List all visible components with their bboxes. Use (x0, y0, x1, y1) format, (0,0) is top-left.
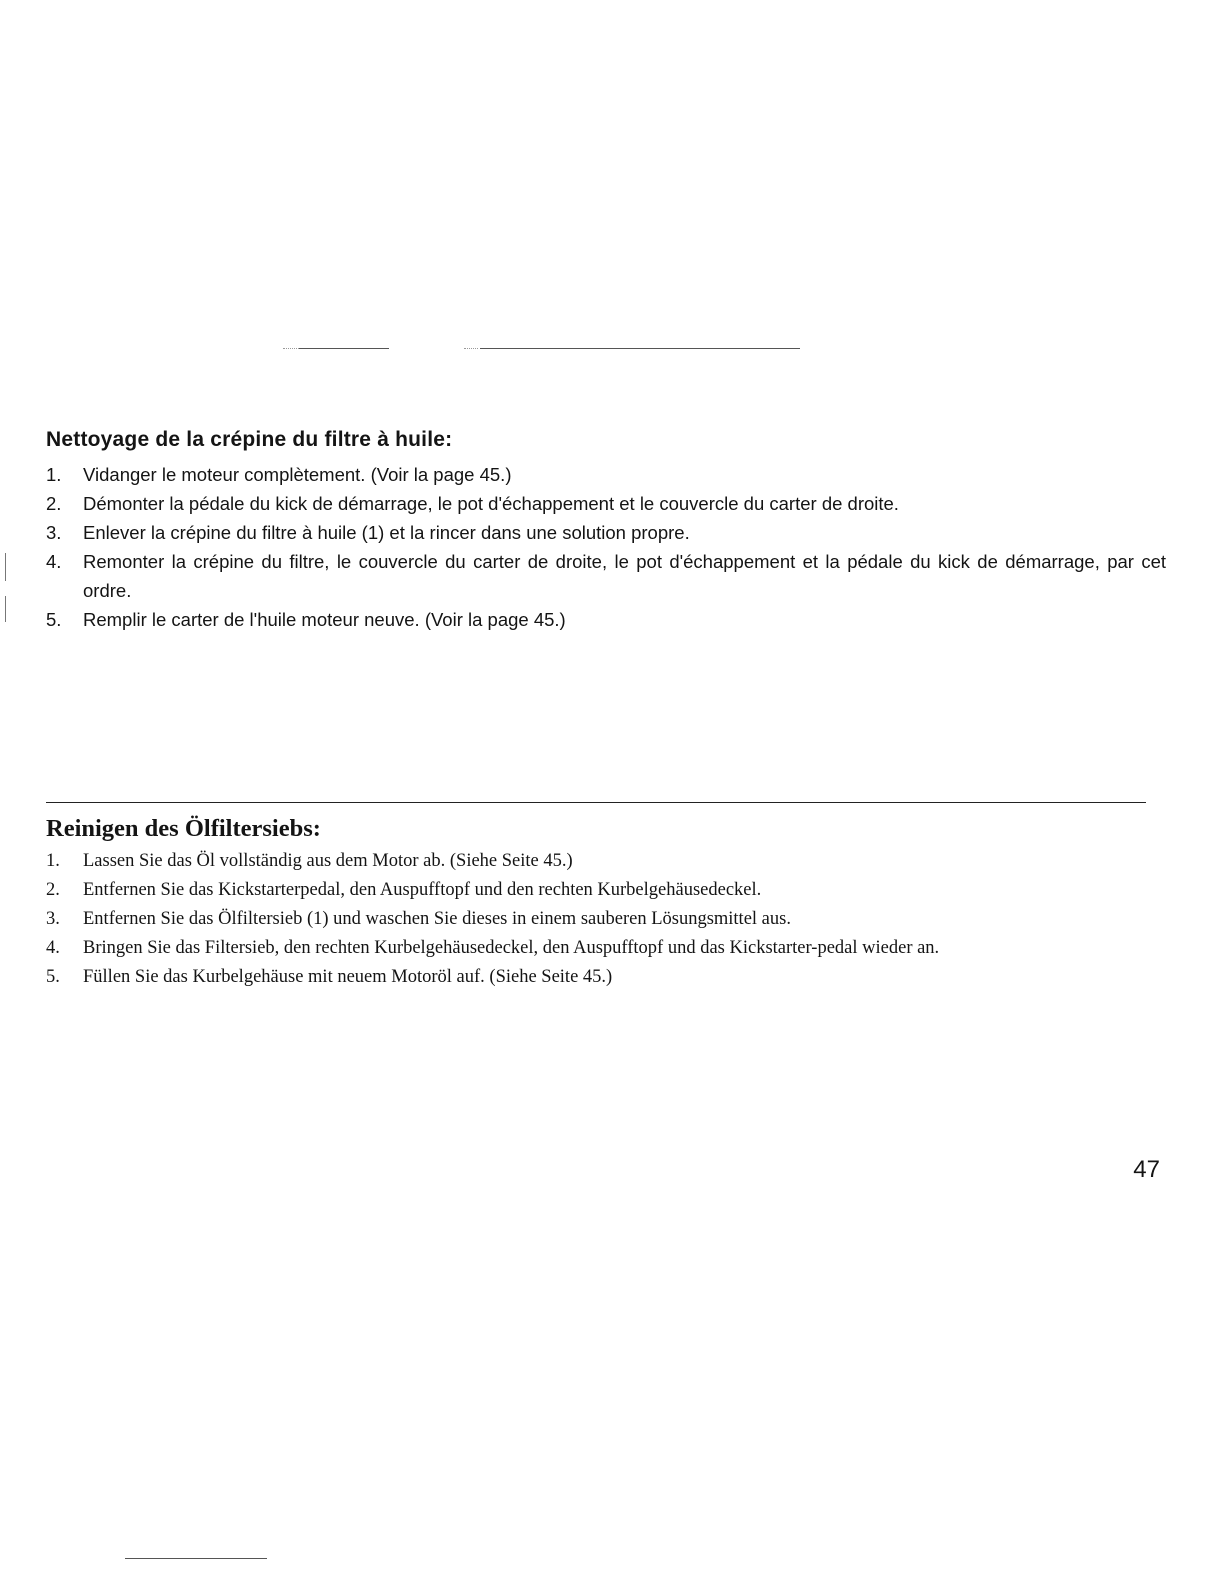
margin-change-bar (5, 553, 6, 581)
french-steps (46, 460, 1166, 634)
step-text: Remplir le carter de l'huile moteur neuve. (Voir la page 45.) (83, 609, 566, 630)
section-divider (46, 802, 1146, 803)
french-title: Nettoyage de la crépine du filtre à huile: (46, 428, 453, 451)
step-number: 5. (46, 967, 60, 987)
top-rule-dots-right (464, 348, 478, 349)
step-text: Lassen Sie das Öl vollständig aus dem Motor ab. (Siehe Seite 45.) (83, 851, 573, 871)
list-item (46, 876, 1156, 905)
list-item (46, 605, 1166, 634)
list-item (46, 518, 1166, 547)
list-item (46, 934, 1156, 963)
list-item (46, 460, 1166, 489)
step-number: 1. (46, 464, 62, 485)
step-number: 4. (46, 938, 60, 958)
step-text: Füllen Sie das Kurbelgehäuse mit neuem Motoröl auf. (Siehe Seite 45.) (83, 967, 613, 987)
step-text: Entfernen Sie das Kickstarterpedal, den Auspufftopf und den rechten Kurbelgehäusedeckel. (83, 880, 762, 900)
french-section (46, 428, 1166, 634)
step-number: 2. (46, 493, 62, 514)
german-steps (46, 847, 1156, 992)
page-number: 47 (1133, 1156, 1160, 1183)
step-number: 1. (46, 851, 60, 871)
bottom-rule (125, 1558, 267, 1559)
step-number: 2. (46, 880, 60, 900)
list-item (46, 547, 1166, 605)
top-rule-dots-left (283, 348, 299, 349)
step-text: Remonter la crépine du filtre, le couvercle du carter de droite, le pot d'échappement et la pédale du kick de démarrage, par cet ordre. (83, 551, 1166, 601)
step-text: Vidanger le moteur complètement. (Voir la page 45.) (83, 464, 512, 485)
margin-change-bar (5, 596, 6, 622)
german-title: Reinigen des Ölfiltersiebs: (46, 815, 321, 842)
step-number: 5. (46, 609, 62, 630)
step-text: Bringen Sie das Filtersieb, den rechten Kurbelgehäusedeckel, den Auspufftopf und das Kickstarter-pedal wieder an. (83, 938, 940, 958)
step-text: Enlever la crépine du filtre à huile (1) et la rincer dans une solution propre. (83, 522, 690, 543)
list-item (46, 847, 1156, 876)
step-number: 4. (46, 551, 62, 572)
step-number: 3. (46, 522, 62, 543)
step-text: Entfernen Sie das Ölfiltersieb (1) und waschen Sie dieses in einem sauberen Lösungsmittel aus. (83, 909, 791, 929)
step-text: Démonter la pédale du kick de démarrage, le pot d'échappement et le couvercle du carter de droite. (83, 493, 899, 514)
step-number: 3. (46, 909, 60, 929)
list-item (46, 905, 1156, 934)
top-rule-left (299, 348, 389, 349)
german-section (46, 815, 1156, 992)
list-item (46, 489, 1166, 518)
list-item (46, 963, 1156, 992)
top-rule-right (480, 348, 800, 349)
